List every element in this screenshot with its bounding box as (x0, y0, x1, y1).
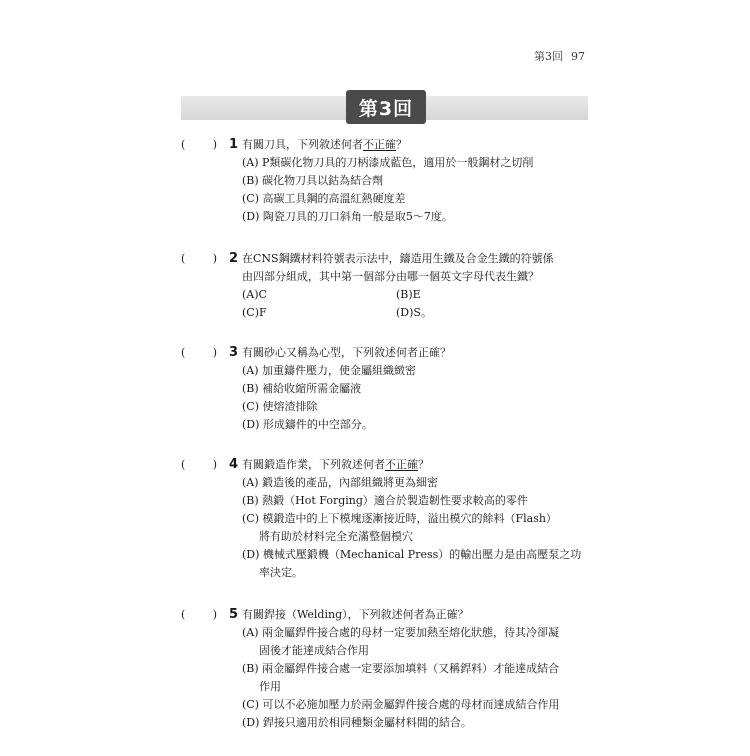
paren-close: ) (212, 138, 217, 151)
option-d: (D) 形成鑄件的中空部分。 (242, 418, 373, 431)
running-header (534, 48, 585, 64)
question-1 (181, 136, 591, 226)
option-c: (C) 高碳工具鋼的高溫紅熱硬度差 (242, 192, 406, 205)
option-a: (A) P類碳化物刀具的刀柄漆成藍色，適用於一般鋼材之切削 (242, 156, 534, 169)
option-list (242, 474, 591, 582)
paren-open: ( (181, 138, 186, 151)
paren-close: ) (212, 458, 217, 471)
header-chapter-label: 第3回 (534, 50, 563, 63)
question-number: 5 (229, 607, 239, 622)
question-3 (181, 344, 591, 434)
paren-open: ( (181, 252, 186, 265)
option-grid (242, 286, 591, 322)
question-stem: 有關銲接（Welding），下列敘述何者為正確？ (242, 608, 469, 621)
option-a-line-2: 固後才能達成結合作用 (259, 644, 369, 657)
option-list (242, 362, 591, 434)
answer-blank (181, 456, 217, 474)
paren-close: ) (212, 608, 217, 621)
option-a: (A) 鍛造後的產品，內部組織將更為細密 (242, 476, 439, 489)
question-2 (181, 250, 591, 322)
answer-blank (181, 136, 217, 154)
option-b: (B)E (396, 288, 421, 301)
question-number: 3 (229, 345, 239, 360)
page-number: 97 (571, 50, 585, 63)
paren-open: ( (181, 346, 186, 359)
question-stem: 有關砂心又稱為心型，下列敘述何者正確？ (242, 346, 451, 359)
paren-close: ) (212, 252, 217, 265)
answer-blank (181, 606, 217, 624)
option-c-line-2: 將有助於材料完全充滿整個模穴 (259, 530, 413, 543)
option-c: (C) 可以不必施加壓力於兩金屬銲件接合處的母材而達成結合作用 (242, 698, 560, 711)
option-b: (B) 熱鍛（Hot Forging）適合於製造韌性要求較高的零件 (242, 494, 528, 507)
option-d: (D) 銲接只適用於相同種類金屬材料間的結合。 (242, 716, 472, 729)
answer-blank (181, 344, 217, 362)
chapter-title: 第3回 (346, 90, 426, 124)
stem-emphasis: 不正確 (363, 138, 396, 151)
question-4 (181, 456, 591, 582)
option-d-line-1: (D) 機械式壓鍛機（Mechanical Press）的輸出壓力是由高壓泵之功 (242, 548, 582, 561)
stem-text-end: ？ (396, 138, 407, 151)
option-b: (B) 補給收縮所需金屬液 (242, 382, 362, 395)
option-a-line-1: (A) 兩金屬銲件接合處的母材一定要加熱至熔化狀態，待其冷卻凝 (242, 626, 560, 639)
answer-blank (181, 250, 217, 268)
option-c-line-1: (C) 模鍛造中的上下模塊逐漸接近時，溢出模穴的餘料（Flash） (242, 512, 557, 525)
option-d: (D)S。 (396, 306, 432, 319)
option-a: (A) 加重鑄件壓力，使金屬組織緻密 (242, 364, 417, 377)
option-d: (D) 陶瓷刀具的刀口斜角一般是取5～7度。 (242, 210, 453, 223)
question-number: 1 (229, 137, 239, 152)
question-stem (242, 136, 591, 154)
question-list (181, 136, 591, 756)
question-5 (181, 606, 591, 732)
question-number: 2 (229, 251, 239, 266)
option-c: (C) 使熔渣排除 (242, 400, 318, 413)
stem-text-end: ？ (418, 458, 429, 471)
question-stem (242, 456, 591, 474)
option-a: (A)C (242, 288, 267, 301)
question-number: 4 (229, 457, 239, 472)
stem-text: 有關刀具，下列敘述何者 (242, 138, 363, 151)
option-b-line-1: (B) 兩金屬銲件接合處一定要添加填料（又稱銲料）才能達成結合 (242, 662, 560, 675)
question-stem-line-2: 由四部分組成，其中第一個部分由哪一個英文字母代表生鐵？ (242, 270, 539, 283)
paren-open: ( (181, 608, 186, 621)
option-list (242, 154, 591, 226)
option-c (242, 510, 591, 546)
option-a (242, 624, 591, 660)
option-d-line-2: 率決定。 (259, 566, 303, 579)
stem-text: 有關鍛造作業，下列敘述何者 (242, 458, 385, 471)
option-b-line-2: 作用 (259, 680, 281, 693)
option-c: (C)F (242, 306, 267, 319)
option-b: (B) 碳化物刀具以鈷為結合劑 (242, 174, 384, 187)
paren-open: ( (181, 458, 186, 471)
stem-emphasis: 不正確 (385, 458, 418, 471)
question-stem-line-1: 在CNS鋼鐵材料符號表示法中，鑄造用生鐵及合金生鐵的符號係 (242, 252, 554, 265)
option-b (242, 660, 591, 696)
option-d (242, 546, 591, 582)
paren-close: ) (212, 346, 217, 359)
option-list (242, 624, 591, 732)
